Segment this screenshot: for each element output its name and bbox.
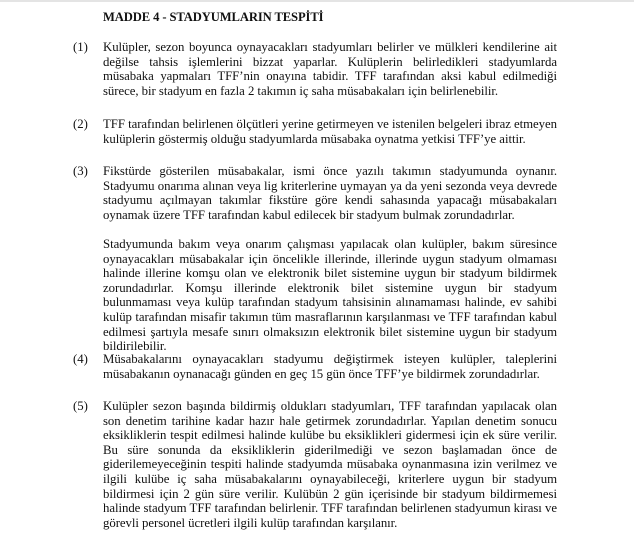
- clause-paragraph: Fikstürde gösterilen müsabakalar, ismi önce yazılı takımın stadyumunda oynanır. Stadyumu onarıma alınan veya lig kriterlerine uymayan ya da yeni sezonda veya devrede stadyumu açılmayan takımlar fikstüre göre kendi sahasında yapacağı müsabakaları oynamak üzere TFF tarafından kabul edilecek bir stadyum bulmak zorundadırlar.: [103, 164, 557, 222]
- clause-paragraph: Stadyumunda bakım veya onarım çalışması yapılacak olan kulüpler, bakım süresince oynayacakları müsabakalar için öncelikle illerinde, illerinde uygun stadyum olmaması halinde illerine komşu olan ve elektronik bilet sistemine uygun bir stadyum bildirmek zorundadırlar. Komşu illerinde elektronik bilet sistemine uygun bir stadyum bulunmaması veya kulüp tarafından stadyum tahsisinin alınamaması halinde, ev sahibi kulüp tarafından misafir takımın tüm masraflarının karşılanması ve TFF tarafından kabul edilmesi şartıyla mesafe sınırı olmaksızın elektronik bilet sistemine uygun bir stadyum bildirilebilir.: [103, 237, 557, 354]
- clause-number: (1): [73, 40, 88, 54]
- page-top-edge: [0, 0, 634, 2]
- clause-number: (2): [73, 117, 88, 131]
- article-title: MADDE 4 - STADYUMLARIN TESPİTİ: [103, 10, 324, 24]
- clause-number: (3): [73, 164, 88, 178]
- clause-number: (5): [73, 399, 88, 413]
- clause-number: (4): [73, 352, 88, 366]
- clause-paragraph: Müsabakalarını oynayacakları stadyumu değiştirmek isteyen kulüpler, taleplerini müsabakanın oynanacağı günden en geç 15 gün önce TFF’ye bildirmek zorundadırlar.: [103, 352, 557, 381]
- clause-paragraph: Kulüpler, sezon boyunca oynayacakları stadyumları belirler ve mülkleri kendilerine ait değilse tahsis işlemlerini bizzat yaparlar. Kulüplerin belirledikleri stadyumlarda müsabaka yapmaları TFF’nin onayına tabidir. TFF tarafından aksi kabul edilmediği sürece, bir stadyum en fazla 2 takımın iç saha müsabakaları için belirlenebilir.: [103, 40, 557, 98]
- clause-paragraph: Kulüpler sezon başında bildirmiş oldukları stadyumları, TFF tarafından yapılacak olan son denetim tarihine kadar hazır hale getirmek zorundadırlar. Yapılan denetim sonucu eksikliklerin tespit edilmesi halinde kulübe bu eksiklikleri gidermesi için ek süre verilir. Bu süre sonunda da eksikliklerin giderilmediği ve sezon başlamadan önce de giderilemeyeceğinin tespiti halinde stadyumda müsabaka oynanmasına izin verilmez ve ilgili kulübe iç saha müsabakalarını oynayabileceği, kriterlere uygun bir stadyum bildirmesi için 2 gün süre verilir. Kulübün 2 gün içerisinde bir stadyum bildirmemesi halinde stadyum TFF tarafından belirlenir. TFF tarafından belirlenen stadyumun kirası ve görevli personel ücretleri ilgili kulüp tarafından karşılanır.: [103, 399, 557, 530]
- clause-paragraph: TFF tarafından belirlenen ölçütleri yerine getirmeyen ve istenilen belgeleri ibraz etmeyen kulüplerin göstermiş olduğu stadyumlarda müsabaka oynatma yetkisi TFF’ye aittir.: [103, 117, 557, 146]
